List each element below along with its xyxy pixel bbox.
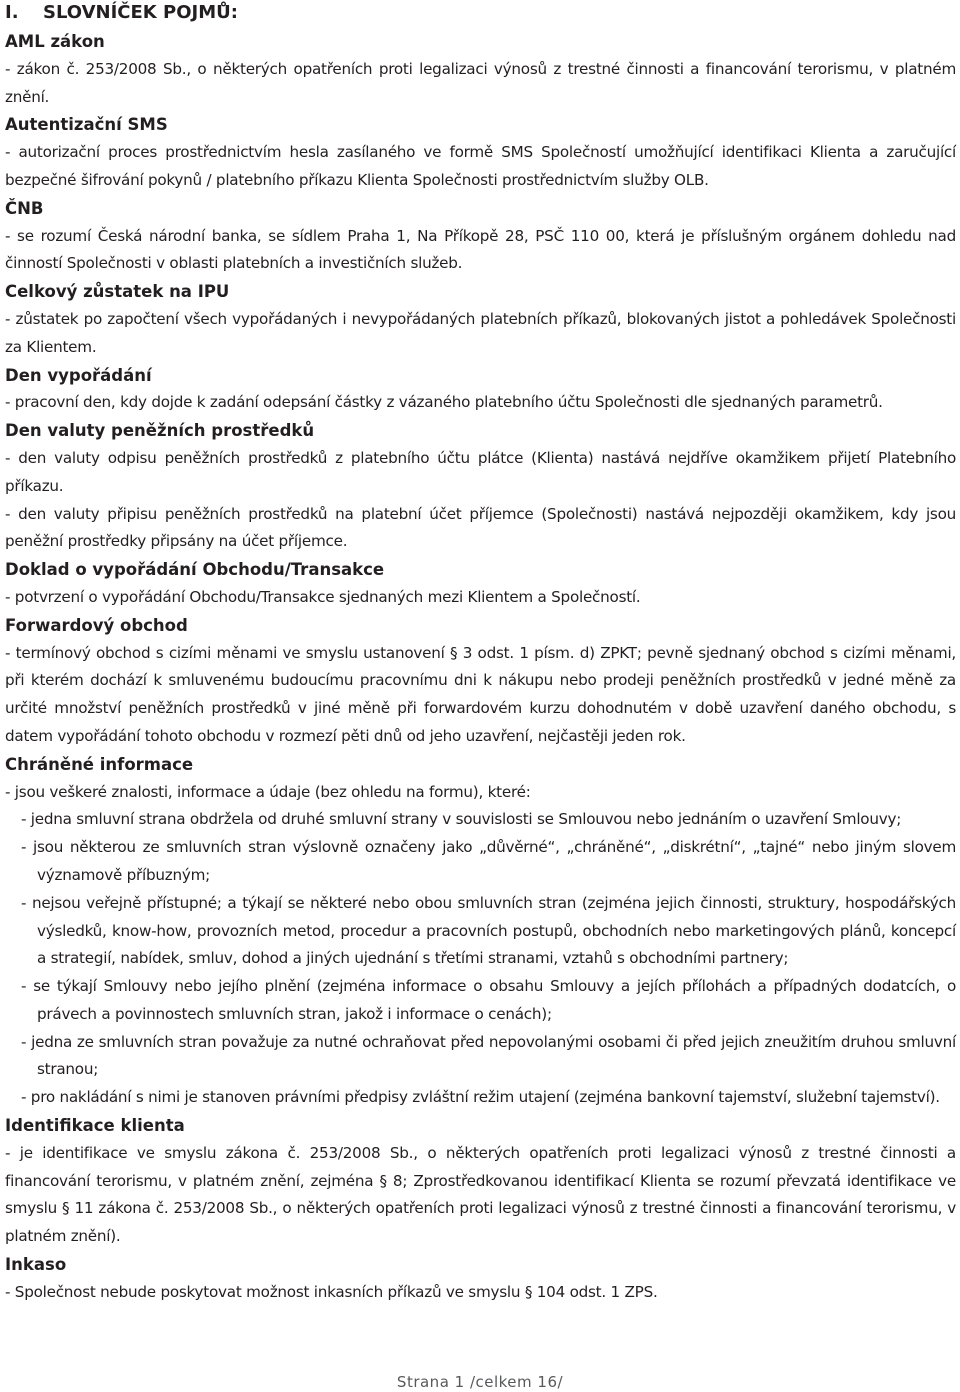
sub-item: - pro nakládání s nimi je stanoven právními předpisy zvláštní režim utajení (zejména bankovní tajemství, služební tajemství). — [21, 1088, 940, 1107]
sub-item: - jsou některou ze smluvních stran výslovně označeny jako „důvěrné“, „chráněné“, „diskrétní“, „tajné“ nebo jiným slovem významově příbuzným; — [21, 838, 956, 884]
definition-den-vyporadani: - pracovní den, kdy dojde k zadání odepsání částky z vázaného platebního účtu Společnosti dle sjednaných parametrů. — [5, 393, 883, 412]
definition-cnb: - se rozumí Česká národní banka, se sídlem Praha 1, Na Příkopě 28, PSČ 110 00, která je příslušným orgánem dohledu nad činností Společnosti v oblasti platebních a investičních služeb. — [5, 226, 956, 273]
section-title-text: SLOVNÍČEK POJMŮ: — [43, 2, 238, 23]
term-celkovy-zustatek: Celkový zůstatek na IPU — [5, 282, 230, 302]
sub-item: - nejsou veřejně přístupné; a týkají se některé nebo obou smluvních stran (zejména jejich činnosti, struktury, hospodářských výsledků, know-how, provozních metod, procedur a pracovních postupů, obchodních nebo marketingových plánů, koncepcí a strategií, nabídek, smluv, dohod a jiných ujednání s třetími stranami, vztahů s obchodními partnery; — [21, 893, 956, 968]
definition-chranene-informace: - jsou veškeré znalosti, informace a údaje (bez ohledu na formu), které: — [5, 782, 531, 801]
definition-celkovy-zustatek: - zůstatek po započtení všech vypořádaných i nevypořádaných platebních příkazů, blokovaných jistot a pohledávek Společnosti za Klientem. — [5, 309, 956, 356]
term-aml-zakon: AML zákon — [5, 32, 105, 51]
term-chranene-informace: Chráněné informace — [5, 754, 194, 774]
sub-item: - se týkají Smlouvy nebo jejího plnění (zejména informace o obsahu Smlouvy a jejích přílohách a případných dodatcích, o právech a povinnostech smluvních stran, jakož i informace o cenách); — [21, 977, 956, 1023]
sub-item: - jedna ze smluvních stran považuje za nutné ochraňovat před nepovolanými osobami či před jejich zneužitím druhou smluvní stranou; — [21, 1032, 956, 1079]
term-den-valuty: Den valuty peněžních prostředků — [5, 421, 315, 441]
section-number: I. — [5, 2, 19, 23]
definition-aml-zakon: - zákon č. 253/2008 Sb., o některých opatřeních proti legalizaci výnosů z trestné činnosti a financování terorismu, v platném znění. — [5, 59, 956, 106]
definition-doklad-o-vyporadani: - potvrzení o vypořádání Obchodu/Transakce sjednaných mezi Klientem a Společností. — [5, 587, 641, 606]
definition-autentizacni-sms: - autorizační proces prostřednictvím hesla zasílaného ve formě SMS Společností umožňující identifikaci Klienta a zaručující bezpečné šifrování pokynů / platebního příkazu Klienta Společnosti prostřednictvím služby OLB. — [5, 143, 956, 189]
section-title — [5, 0, 956, 28]
term-doklad-o-vyporadani: Doklad o vypořádání Obchodu/Transakce — [5, 560, 385, 580]
term-identifikace-klienta: Identifikace klienta — [5, 1116, 185, 1136]
sub-item: - jedna smluvní strana obdržela od druhé smluvní strany v souvislosti se Smlouvou nebo jednáním o uzavření Smlouvy; — [21, 810, 902, 829]
definition-identifikace-klienta: - je identifikace ve smyslu zákona č. 253/2008 Sb., o některých opatřeních proti legalizaci výnosů z trestné činnosti a financování terorismu, v platném znění, zejména § 8; Zprostředkovanou identifikací Klienta se rozumí převzatá identifikace ve smyslu § 11 zákona č. 253/2008 Sb., o některých opatřeních proti legalizaci výnosů z trestné činnosti a financování terorismu, v platném znění). — [5, 1143, 956, 1246]
term-autentizacni-sms: Autentizační SMS — [5, 115, 168, 135]
definition-den-valuty-pripis: - den valuty připisu peněžních prostředků na platební účet příjemce (Společnosti) nastává nejpozději okamžikem, kdy jsou peněžní prostředky připsány na účet příjemce. — [5, 504, 956, 551]
definition-den-valuty-odpis: - den valuty odpisu peněžních prostředků z platebního účtu plátce (Klienta) nastává nejdříve okamžikem přijetí Platebního příkazu. — [5, 448, 956, 495]
definition-forwardovy-obchod: - termínový obchod s cizími měnami ve smyslu ustanovení § 3 odst. 1 písm. d) ZPKT; pevně sjednaný obchod s cizími měnami, při kterém dochází k smluvenému budoucímu pracovnímu dni k nákupu nebo prodeji peněžních prostředků v jedné měně za určité množství peněžních prostředků v jiné měně při forwardovém kurzu dohodnutém v době uzavření daného obchodu, s datem vypořádání tohoto obchodu v rozmezí pěti dnů od jeho uzavření, nejčastěji jeden rok. — [5, 643, 956, 745]
page-footer: Strana 1 /celkem 16/ — [396, 1373, 564, 1391]
definition-inkaso: - Společnost nebude poskytovat možnost inkasních příkazů ve smyslu § 104 odst. 1 ZPS. — [5, 1282, 658, 1301]
term-cnb: ČNB — [5, 198, 44, 218]
term-den-vyporadani: Den vypořádání — [5, 365, 152, 385]
term-forwardovy-obchod: Forwardový obchod — [5, 615, 188, 635]
term-inkaso: Inkaso — [5, 1255, 67, 1275]
